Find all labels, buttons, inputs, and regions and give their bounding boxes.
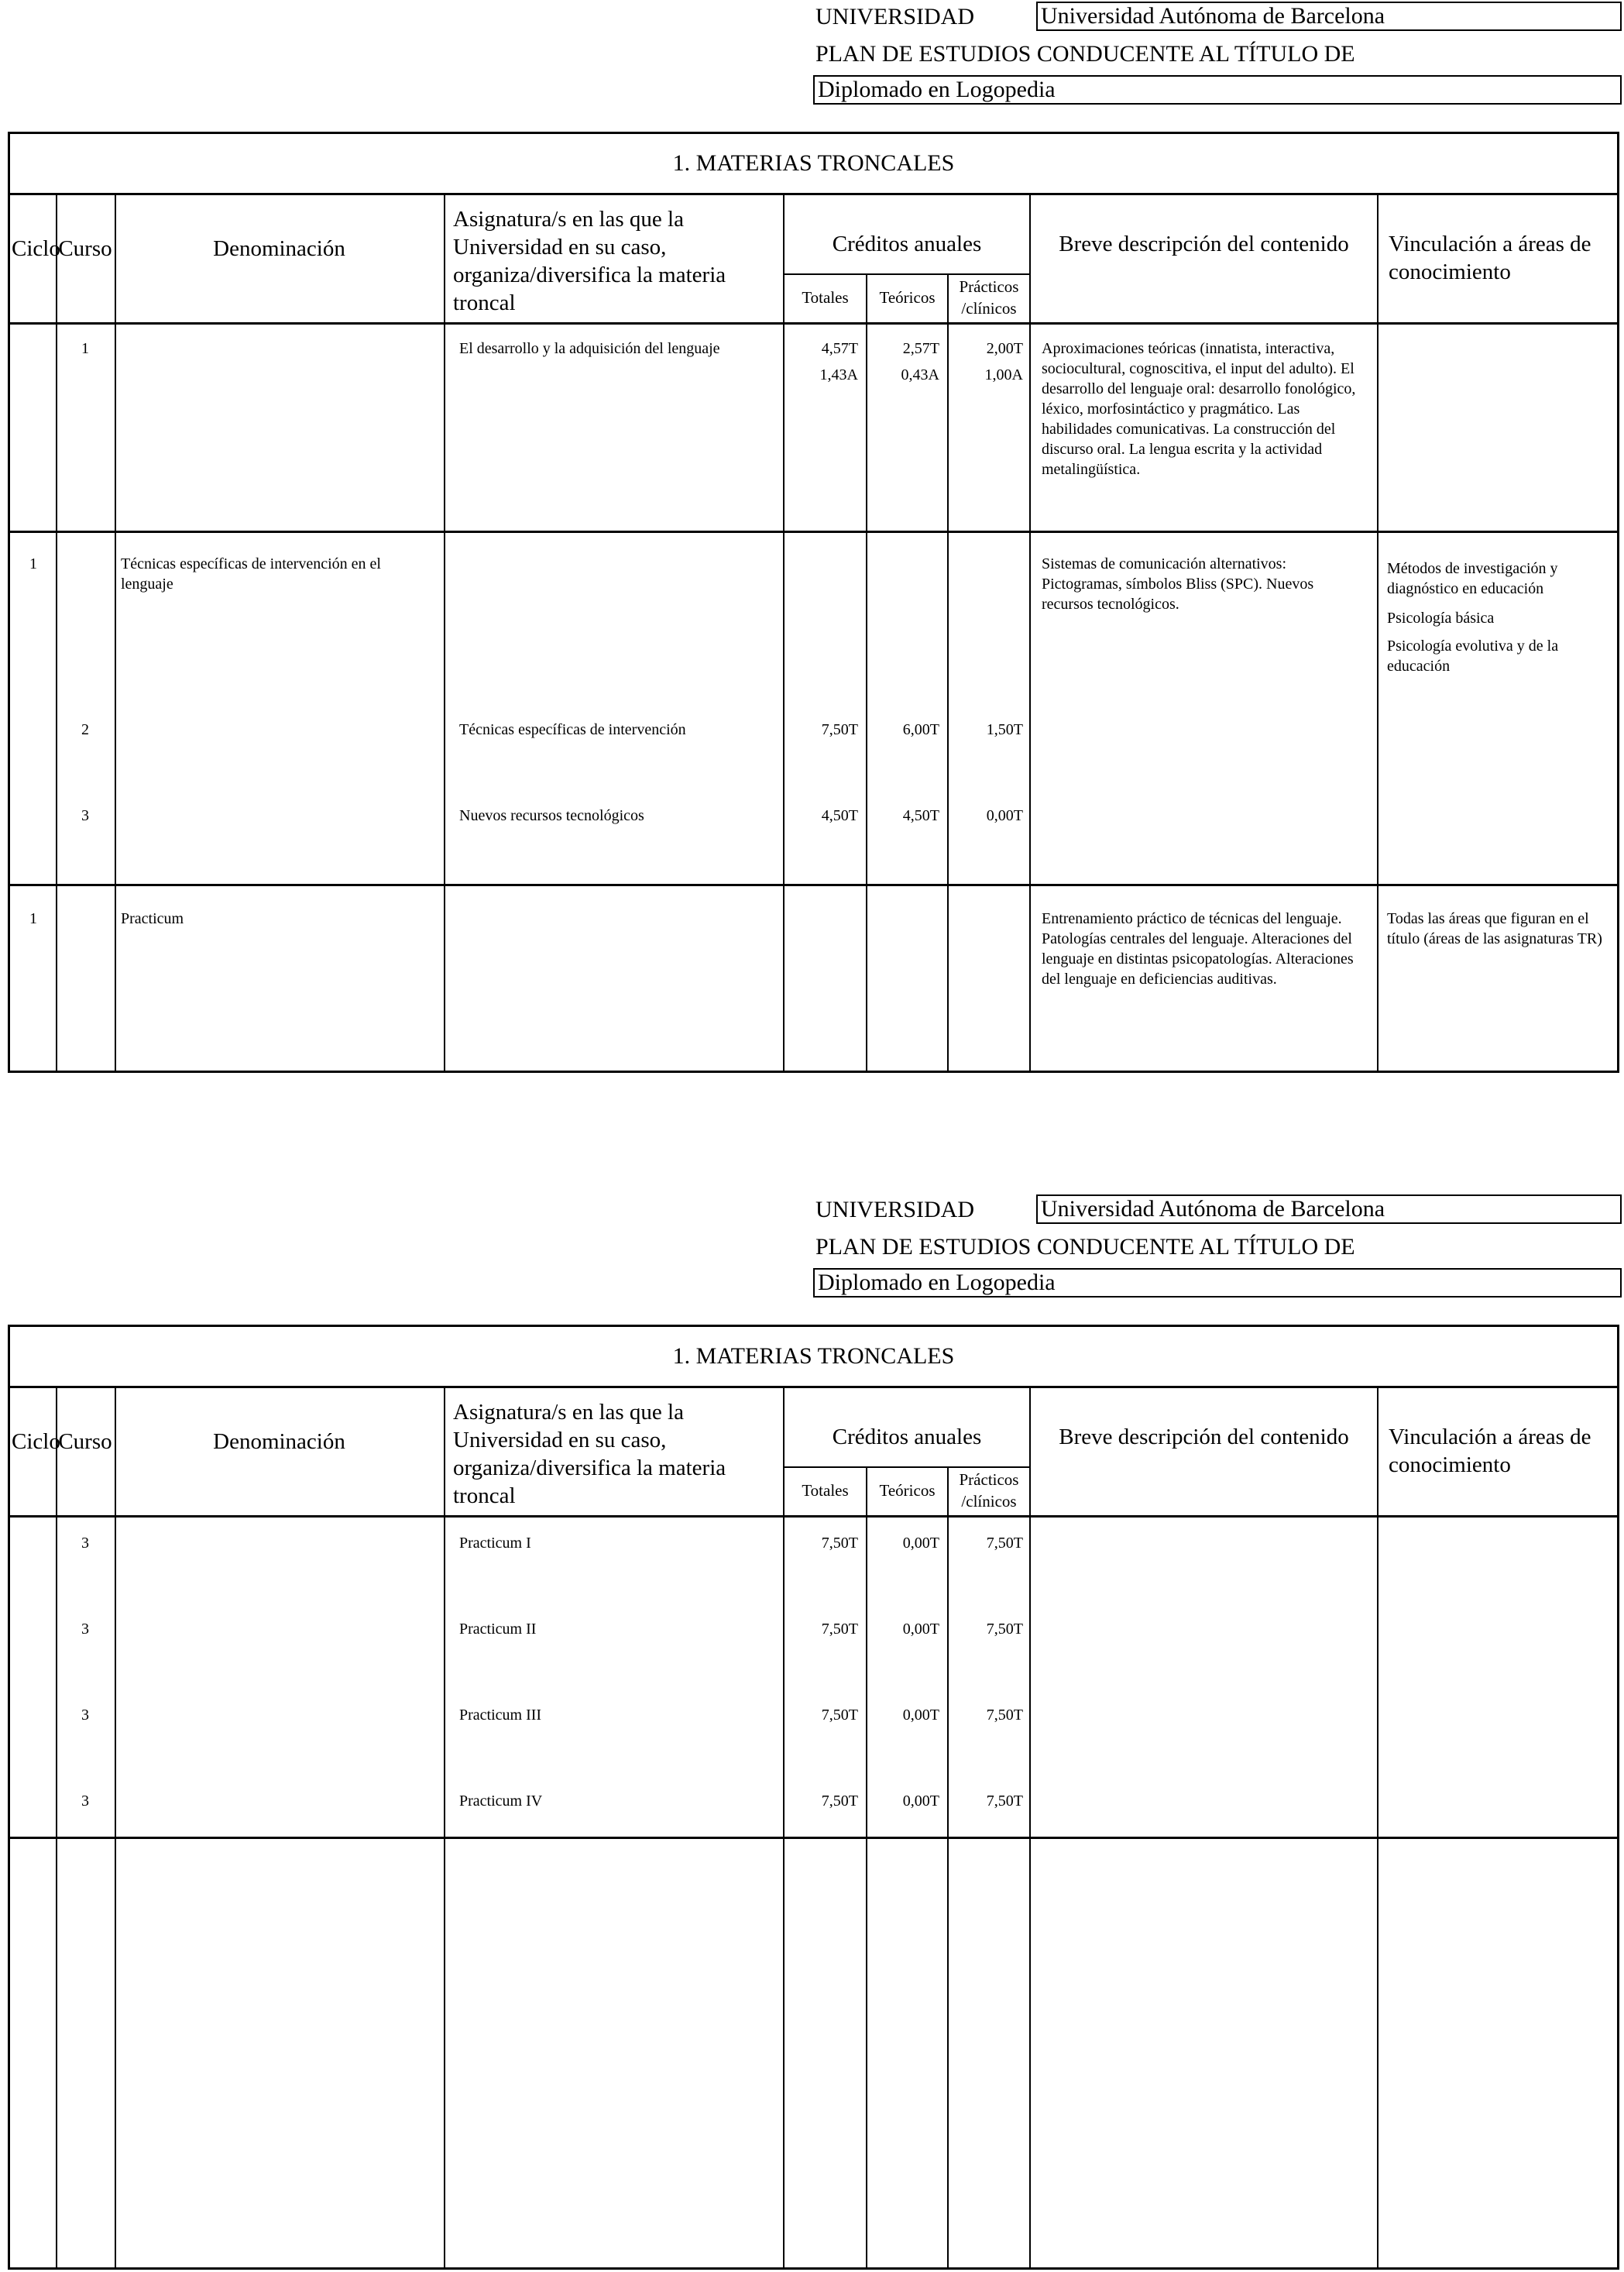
col-practicos: Prácticos /clínicos [959, 1470, 1019, 1511]
col-curso: Curso [58, 1429, 112, 1454]
col-denominacion: Denominación [213, 236, 345, 261]
row2a-totales: 7,50T [821, 721, 858, 738]
row3-ciclo: 1 [29, 910, 37, 927]
row2a-practicos: 1,50T [986, 721, 1023, 738]
table-row-curso: 3 [81, 1621, 89, 1638]
row2b-asignatura: Nuevos recursos tecnológicos [459, 807, 644, 824]
materias-troncales-table [8, 132, 1619, 1073]
plan-label: PLAN DE ESTUDIOS CONDUCENTE AL TÍTULO DE [815, 41, 1355, 67]
row2b-teoricos: 4,50T [902, 807, 939, 824]
table-row-practicos: 7,50T [986, 1535, 1023, 1552]
table-row-teoricos: 0,00T [902, 1793, 939, 1810]
col-totales: Totales [802, 288, 849, 307]
col-vinculacion: Vinculación a áreas de conocimiento [1389, 232, 1591, 284]
table-row-teoricos: 0,00T [902, 1621, 939, 1638]
row2-ciclo: 1 [29, 555, 37, 572]
row1-curso: 1 [81, 340, 89, 357]
row2a-asignatura: Técnicas específicas de intervención [459, 721, 686, 738]
table-title: 1. MATERIAS TRONCALES [10, 134, 1617, 195]
col-practicos: Prácticos /clínicos [959, 277, 1019, 318]
col-descripcion: Breve descripción del contenido [1059, 1425, 1349, 1449]
row2a-teoricos: 6,00T [902, 721, 939, 738]
row1-practicos-a: 1,00A [984, 366, 1023, 383]
table-row-teoricos: 0,00T [902, 1535, 939, 1552]
row3-descripcion: Entrenamiento práctico de técnicas del lenguaje. Patologías centrales del lenguaje. Alteraciones del lenguaje en distintas psicopatologías. Alteraciones del lenguaje en deficiencias auditivas. [1042, 910, 1354, 988]
table-title: 1. MATERIAS TRONCALES [10, 1327, 1617, 1388]
col-asignaturas: Asignatura/s en las que la Universidad en su caso, organiza/diversifica la materia troncal [453, 1400, 726, 1508]
row2b-practicos: 0,00T [986, 807, 1023, 824]
row2b-curso: 3 [81, 807, 89, 824]
table-row-asignatura: Practicum IV [459, 1793, 543, 1810]
table-row-totales: 7,50T [821, 1535, 858, 1552]
table-row-practicos: 7,50T [986, 1707, 1023, 1724]
row2-vinculacion-2: Psicología básica [1387, 610, 1495, 627]
row1-descripcion: Aproximaciones teóricas (innatista, interactiva, sociocultural, cognoscitiva, el input del adulto). El desarrollo del lenguaje oral: desarrollo fonológico, léxico, morfosintáctico y pragmático. Las habilidades comunicativas. La construcción del discurso oral. La lengua escrita y la actividad metalingüística. [1042, 340, 1356, 478]
table-row-asignatura: Practicum I [459, 1535, 531, 1552]
row2b-totales: 4,50T [821, 807, 858, 824]
row2-vinculacion-3: Psicología evolutiva y de la educación [1387, 638, 1559, 675]
titulo-field: Diplomado en Logopedia [813, 1268, 1622, 1298]
row2-descripcion: Sistemas de comunicación alternativos: Pictogramas, símbolos Bliss (SPC). Nuevos recursos tecnológicos. [1042, 555, 1314, 613]
table-row-asignatura: Practicum III [459, 1707, 542, 1724]
universidad-field: Universidad Autónoma de Barcelona [1036, 1194, 1622, 1224]
plan-label: PLAN DE ESTUDIOS CONDUCENTE AL TÍTULO DE [815, 1234, 1355, 1260]
table-row-teoricos: 0,00T [902, 1707, 939, 1724]
universidad-field: Universidad Autónoma de Barcelona [1036, 2, 1622, 31]
universidad-label: UNIVERSIDAD [815, 4, 974, 29]
row1-totales-a: 1,43A [819, 366, 858, 383]
table-row-practicos: 7,50T [986, 1621, 1023, 1638]
col-teoricos: Teóricos [879, 288, 936, 307]
table-row-curso: 3 [81, 1535, 89, 1552]
row1-practicos-t: 2,00T [986, 340, 1023, 357]
row1-totales-t: 4,57T [821, 340, 858, 357]
table-row-totales: 7,50T [821, 1793, 858, 1810]
row1-teoricos-a: 0,43A [901, 366, 939, 383]
row2-vinculacion-1: Métodos de investigación y diagnóstico en educación [1387, 560, 1558, 597]
col-curso: Curso [58, 236, 112, 261]
col-totales: Totales [802, 1481, 849, 1500]
table-row-practicos: 7,50T [986, 1793, 1023, 1810]
col-denominacion: Denominación [213, 1429, 345, 1454]
col-asignaturas: Asignatura/s en las que la Universidad en su caso, organiza/diversifica la materia troncal [453, 207, 726, 315]
col-teoricos: Teóricos [879, 1481, 936, 1500]
table-row-totales: 7,50T [821, 1707, 858, 1724]
row1-teoricos-t: 2,57T [902, 340, 939, 357]
table-row-curso: 3 [81, 1707, 89, 1724]
universidad-label: UNIVERSIDAD [815, 1197, 974, 1222]
col-ciclo: Ciclo [12, 236, 60, 261]
col-vinculacion: Vinculación a áreas de conocimiento [1389, 1425, 1591, 1477]
row2a-curso: 2 [81, 721, 89, 738]
row1-asignatura: El desarrollo y la adquisición del lenguaje [459, 340, 720, 357]
table-row-curso: 3 [81, 1793, 89, 1810]
col-creditos: Créditos anuales [832, 232, 982, 256]
col-creditos: Créditos anuales [832, 1425, 982, 1449]
col-ciclo: Ciclo [12, 1429, 60, 1454]
table-row-totales: 7,50T [821, 1621, 858, 1638]
col-descripcion: Breve descripción del contenido [1059, 232, 1349, 256]
table-row-asignatura: Practicum II [459, 1621, 537, 1638]
row3-denominacion: Practicum [121, 910, 184, 927]
materias-troncales-table [8, 1325, 1619, 2270]
row3-vinculacion: Todas las áreas que figuran en el título (áreas de las asignaturas TR) [1387, 910, 1602, 947]
titulo-field: Diplomado en Logopedia [813, 75, 1622, 105]
row2-denominacion: Técnicas específicas de intervención en el lenguaje [121, 555, 381, 593]
